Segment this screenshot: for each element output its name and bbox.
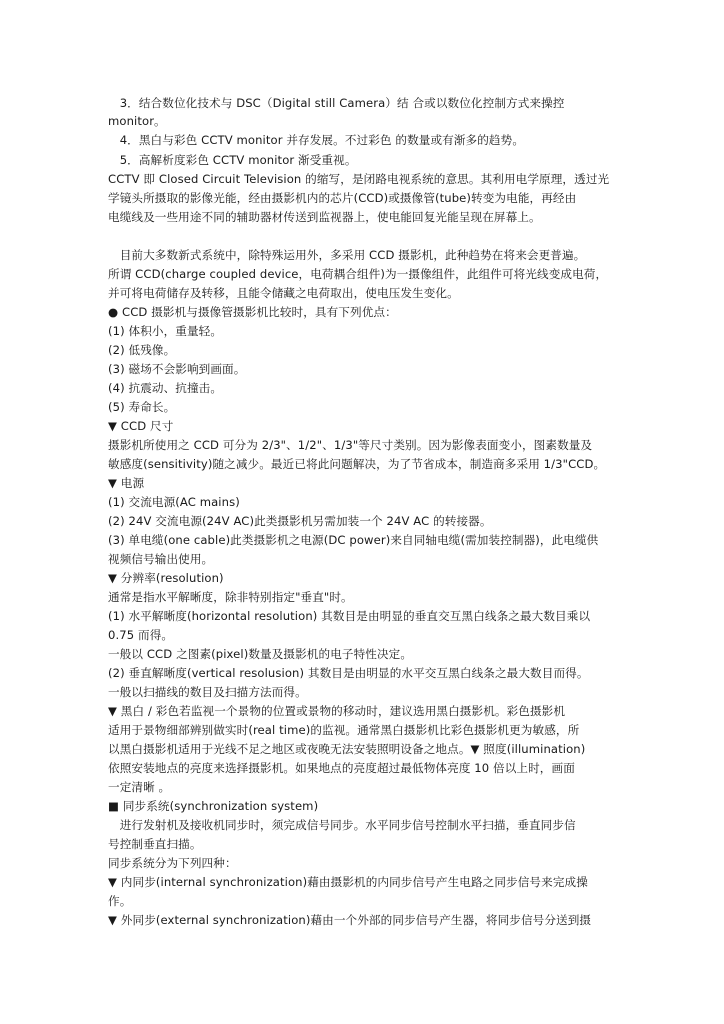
text-line: ● CCD 摄影机与摄像管摄影机比较时，具有下列优点：: [108, 305, 397, 319]
text-line: 学镜头所摄取的影像光能，经由摄影机内的芯片(CCD)或摄像管(tube)转变为电能，再经由: [108, 191, 577, 205]
text-line: ▼ CCD 尺寸: [108, 419, 174, 433]
text-line: 以黑白摄影机适用于光线不足之地区或夜晚无法安装照明设备之地点。▼ 照度(illumination): [108, 742, 586, 756]
text-line: 摄影机所使用之 CCD 可分为 2/3"、1/2"、1/3"等尺寸类别。因为影像表面变小，图素数量及: [108, 438, 593, 452]
text-line: 一般以扫描线的数目及扫描方法而得。: [108, 685, 307, 699]
text-line: 适用于景物细部辨别做实时(real time)的监视。通常黑白摄影机比彩色摄影机更为敏感，所: [108, 723, 580, 737]
text-line: (2) 低残像。: [108, 343, 176, 357]
text-line: 通常是指水平解晰度，除非特别指定"垂直"时。: [108, 590, 353, 604]
text-line: 依照安装地点的亮度来选择摄影机。如果地点的亮度超过最低物体亮度 10 倍以上时，画面: [108, 761, 575, 775]
text-line: 同步系统分为下列四种：: [108, 856, 237, 870]
text-line: 进行发射机及接收机同步时，须完成信号同步。水平同步信号控制水平扫描，垂直同步信: [108, 818, 576, 832]
text-line: 号控制垂直扫描。: [108, 837, 202, 851]
text-line: ▼ 电源: [108, 476, 145, 490]
text-line: ■ 同步系统(synchronization system): [108, 799, 319, 813]
text-line: ▼ 内同步(internal synchronization)藉由摄影机的内同步信号产生电路之同步信号来完成操: [108, 875, 588, 889]
text-line: (3) 磁场不会影响到画面。: [108, 362, 246, 376]
text-line: ▼ 分辨率(resolution): [108, 571, 224, 585]
text-line: 5．高解析度彩色 CCTV monitor 渐受重视。: [108, 153, 357, 167]
text-line: 一定清晰 。: [108, 780, 171, 794]
text-line: 所谓 CCD(charge coupled device，电荷耦合组件)为一摄像组件，此组件可将光线变成电荷，: [108, 267, 608, 281]
text-line: monitor。: [108, 114, 166, 128]
text-line: (5) 寿命长。: [108, 400, 176, 414]
text-line: 视频信号输出使用。: [108, 552, 214, 566]
text-line: ▼ 外同步(external synchronization)藉由一个外部的同步信号产生器，将同步信号分送到摄: [108, 913, 592, 927]
text-line: 一般以 CCD 之图素(pixel)数量及摄影机的电子特性决定。: [108, 647, 413, 661]
text-line: 3．结合数位化技术与 DSC（Digital still Camera）结 合或以数位化控制方式来操控: [108, 96, 565, 110]
text-line: ▼ 黑白 / 彩色若监视一个景物的位置或景物的移动时，建议选用黑白摄影机。彩色摄影机: [108, 704, 566, 718]
text-line: (1) 水平解晰度(horizontal resolution) 其数目是由明显的垂直交互黑白线条之最大数目乘以: [108, 609, 591, 623]
text-line: 电缆线及一些用途不同的辅助器材传送到监视器上，使电能回复光能呈现在屏幕上。: [108, 210, 541, 224]
text-line: 并可将电荷储存及转移，且能令储藏之电荷取出，使电压发生变化。: [108, 286, 459, 300]
text-line: (1) 交流电源(AC mains): [108, 495, 240, 509]
text-line: 作。: [108, 894, 132, 908]
text-line: CCTV 即 Closed Circuit Television 的缩写，是闭路电视系统的意思。其利用电学原理，透过光: [108, 172, 610, 186]
text-line: (4) 抗震动、抗撞击。: [108, 381, 223, 395]
text-line: (3) 单电缆(one cable)此类摄影机之电源(DC power)来自同轴电缆(需加装控制器)，此电缆供: [108, 533, 599, 547]
text-line: (2) 垂直解晰度(vertical resolusion) 其数目是由明显的水平交互黑白线条之最大数目而得。: [108, 666, 589, 680]
text-line: 敏感度(sensitivity)随之减少。最近已将此问题解决，为了节省成本，制造商多采用 1/3"CCD。: [108, 457, 606, 471]
text-line: 目前大多数新式系统中，除特殊运用外，多采用 CCD 摄影机，此种趋势在将来会更普遍。: [108, 248, 586, 262]
text-line: (1) 体积小，重量轻。: [108, 324, 223, 338]
text-line: 4．黑白与彩色 CCTV monitor 并存发展。不过彩色 的数量或有渐多的趋势。: [108, 133, 525, 147]
text-line: 0.75 而得。: [108, 628, 174, 642]
text-line: (2) 24V 交流电源(24V AC)此类摄影机另需加装一个 24V AC 的转接器。: [108, 514, 492, 528]
